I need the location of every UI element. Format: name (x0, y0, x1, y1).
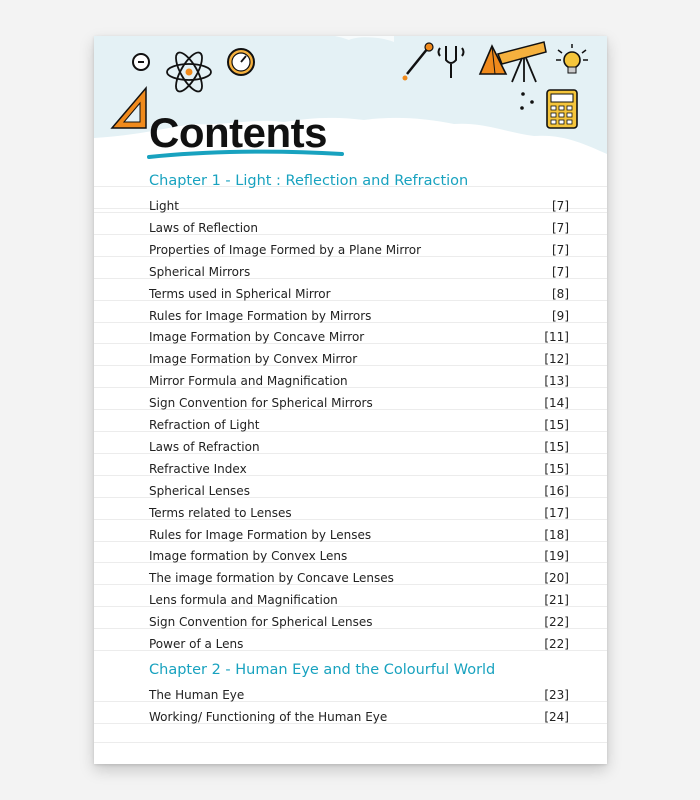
toc-entry (149, 418, 569, 436)
toc-entry-page-number: [7] (552, 199, 569, 213)
toc-entry-page-number: [21] (544, 593, 569, 608)
contents-page (94, 36, 607, 764)
toc-entry-page-number: [20] (544, 571, 569, 586)
telescope-icon (498, 42, 546, 82)
toc-entry (149, 593, 569, 611)
toc-entry-page-number: [7] (552, 220, 569, 235)
toc-entry (149, 571, 569, 589)
toc-entry-title: The image formation by Concave Lenses (149, 571, 394, 586)
toc-entry-title: The Human Eye (149, 688, 245, 702)
toc-entry (149, 396, 569, 414)
atom-icon (167, 49, 211, 95)
toc-entry-title: Mirror Formula and Magnification (149, 374, 348, 389)
toc-entry (149, 637, 569, 655)
toc-entry-title: Power of a Lens (149, 637, 244, 651)
toc-entry-title: Terms related to Lenses (149, 505, 292, 520)
toc-entry-page-number: [8] (552, 286, 569, 301)
toc-entry-title: Image formation by Convex Lens (149, 549, 348, 564)
toc-entry-title: Sign Convention for Spherical Lenses (149, 615, 373, 630)
toc-entry (149, 309, 569, 327)
toc-entry-page-number: [24] (544, 709, 569, 724)
toc-entry (149, 352, 569, 370)
toc-entry-page-number: [15] (544, 461, 569, 476)
toc-entry-title: Refraction of Light (149, 418, 260, 432)
toc-entry-page-number: [9] (552, 308, 569, 323)
toc-entry-title: Sign Convention for Spherical Mirrors (149, 396, 373, 411)
toc-entry-title: Image Formation by Concave Mirror (149, 330, 365, 345)
toc-entry-title: Laws of Reflection (149, 220, 259, 235)
toc-entry (149, 549, 569, 567)
dropper-icon (403, 43, 434, 81)
toc-entry (149, 528, 569, 546)
toc-entry (149, 506, 569, 524)
toc-entry-title: Terms used in Spherical Mirror (149, 286, 331, 301)
toc-entry (149, 710, 569, 728)
toc-entry-title: Properties of Image Formed by a Plane Mirror (149, 242, 422, 257)
toc-entry (149, 374, 569, 392)
set-square-icon (112, 88, 146, 128)
toc-entry-page-number: [7] (552, 242, 569, 257)
toc-entry-page-number: [7] (552, 264, 569, 279)
page-title: Contents (149, 109, 327, 156)
toc-entry-page-number: [13] (544, 374, 569, 389)
toc-entry (149, 615, 569, 633)
toc-entry-page-number: [16] (544, 483, 569, 498)
calculator-icon (547, 90, 577, 128)
toc-entry-title: Image Formation by Convex Mirror (149, 352, 358, 367)
toc-entry-page-number: [23] (544, 688, 569, 702)
toc-entry-page-number: [14] (544, 396, 569, 411)
toc-entry-page-number: [11] (544, 330, 569, 345)
toc-entry-title: Rules for Image Formation by Lenses (149, 527, 372, 542)
tuning-fork-icon (439, 46, 464, 78)
toc-entry (149, 440, 569, 458)
toc-entry-title: Lens formula and Magnification (149, 593, 338, 608)
toc-entry-title: Light (149, 199, 179, 213)
toc-entry (149, 199, 569, 217)
toc-entry-title: Rules for Image Formation by Mirrors (149, 308, 372, 323)
toc-entry-title: Laws of Refraction (149, 439, 260, 454)
toc-entry-title: Spherical Mirrors (149, 264, 251, 279)
chapter-heading: Chapter 1 - Light : Reflection and Refraction (149, 173, 469, 189)
toc-entry (149, 484, 569, 502)
stopwatch-icon (133, 54, 149, 70)
toc-entry (149, 221, 569, 239)
title-underline (146, 148, 346, 162)
toc-entry-title: Refractive Index (149, 461, 247, 476)
toc-entry (149, 330, 569, 348)
toc-entry-page-number: [22] (544, 637, 569, 651)
toc-entry-title: Working/ Functioning of the Human Eye (149, 709, 388, 724)
toc-entry (149, 265, 569, 283)
light-bulb-icon (556, 44, 588, 73)
toc-entry-page-number: [15] (544, 418, 569, 432)
chapter-heading: Chapter 2 - Human Eye and the Colourful World (149, 662, 496, 678)
toc-entry-page-number: [12] (544, 352, 569, 367)
toc-entry-page-number: [15] (544, 439, 569, 454)
toc-entry (149, 243, 569, 261)
toc-entry-page-number: [17] (544, 505, 569, 520)
toc-entry (149, 688, 569, 706)
toc-entry-page-number: [19] (544, 549, 569, 564)
toc-entry (149, 287, 569, 305)
toc-entry-page-number: [18] (544, 527, 569, 542)
toc-entry-title: Spherical Lenses (149, 483, 250, 498)
toc-entry (149, 462, 569, 480)
toc-entry-page-number: [22] (544, 615, 569, 630)
pressure-gauge-icon (228, 49, 254, 75)
